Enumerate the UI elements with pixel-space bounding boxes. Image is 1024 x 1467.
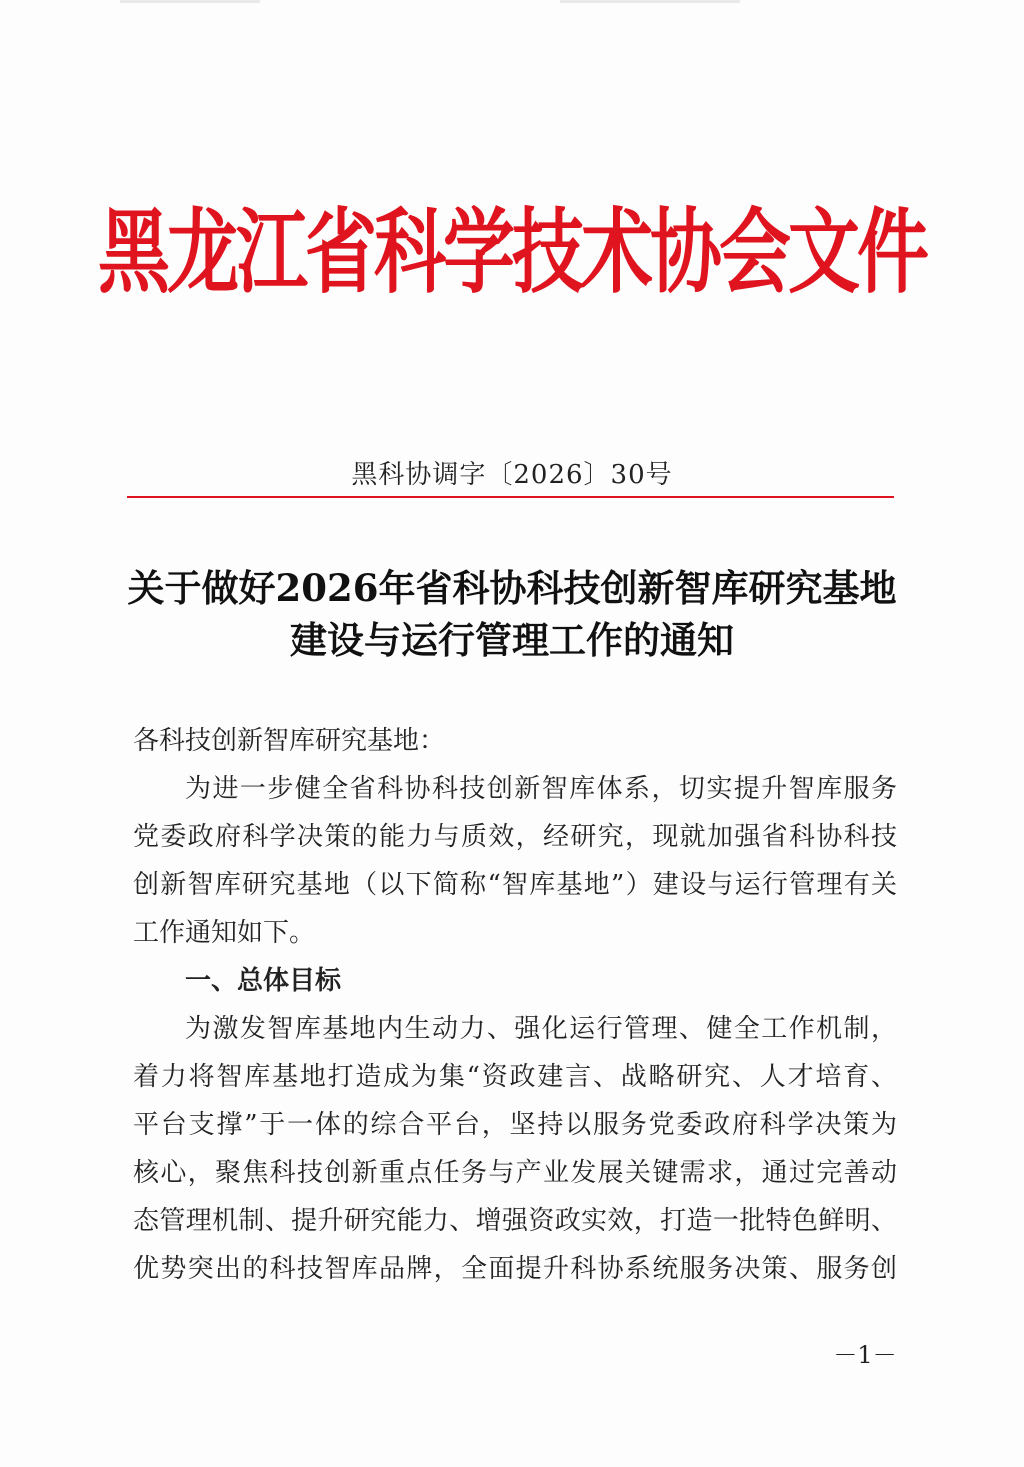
- paragraph-2-line: 平台支撑”于一体的综合平台，坚持以服务党委政府科学决策为: [133, 1110, 897, 1140]
- section-heading-1: 一、总体目标: [185, 966, 342, 996]
- document-title: [0, 562, 1024, 666]
- scan-edge-mark: [560, 0, 740, 3]
- paragraph-1-line: 工作通知如下。: [133, 918, 316, 948]
- document-title-line-2: 建设与运行管理工作的通知: [290, 618, 734, 662]
- organization-header-title: 黑龙江省科学技术协会文件: [97, 197, 926, 306]
- paragraph-2-line: 核心，聚焦科技创新重点任务与产业发展关键需求，通过完善动: [133, 1158, 897, 1188]
- paragraph-2-line: 优势突出的科技智库品牌，全面提升科协系统服务决策、服务创: [133, 1254, 897, 1284]
- paragraph-2-line: 着力将智库基地打造成为集“资政建言、战略研究、人才培育、: [133, 1062, 897, 1092]
- document-body: [133, 717, 897, 1293]
- paragraph-2-line: 为激发智库基地内生动力、强化运行管理、健全工作机制，: [185, 1014, 897, 1044]
- paragraph-2-line: 态管理机制、提升研究能力、增强资政实效，打造一批特色鲜明、: [133, 1206, 897, 1236]
- salutation: 各科技创新智库研究基地：: [133, 726, 446, 756]
- paragraph-1-line: 党委政府科学决策的能力与质效，经研究，现就加强省科协科技: [133, 822, 897, 852]
- red-divider-line: [127, 496, 894, 498]
- document-number: 黑科协调字〔2026〕30号: [351, 460, 673, 490]
- document-title-line-1: 关于做好2026年省科协科技创新智库研究基地: [127, 566, 897, 610]
- scan-edge-mark: [120, 0, 260, 3]
- page-number: －1－: [833, 1341, 897, 1369]
- paragraph-1-line: 为进一步健全省科协科技创新智库体系，切实提升智库服务: [185, 774, 897, 804]
- paragraph-1-line: 创新智库研究基地（以下简称“智库基地”）建设与运行管理有关: [133, 870, 897, 900]
